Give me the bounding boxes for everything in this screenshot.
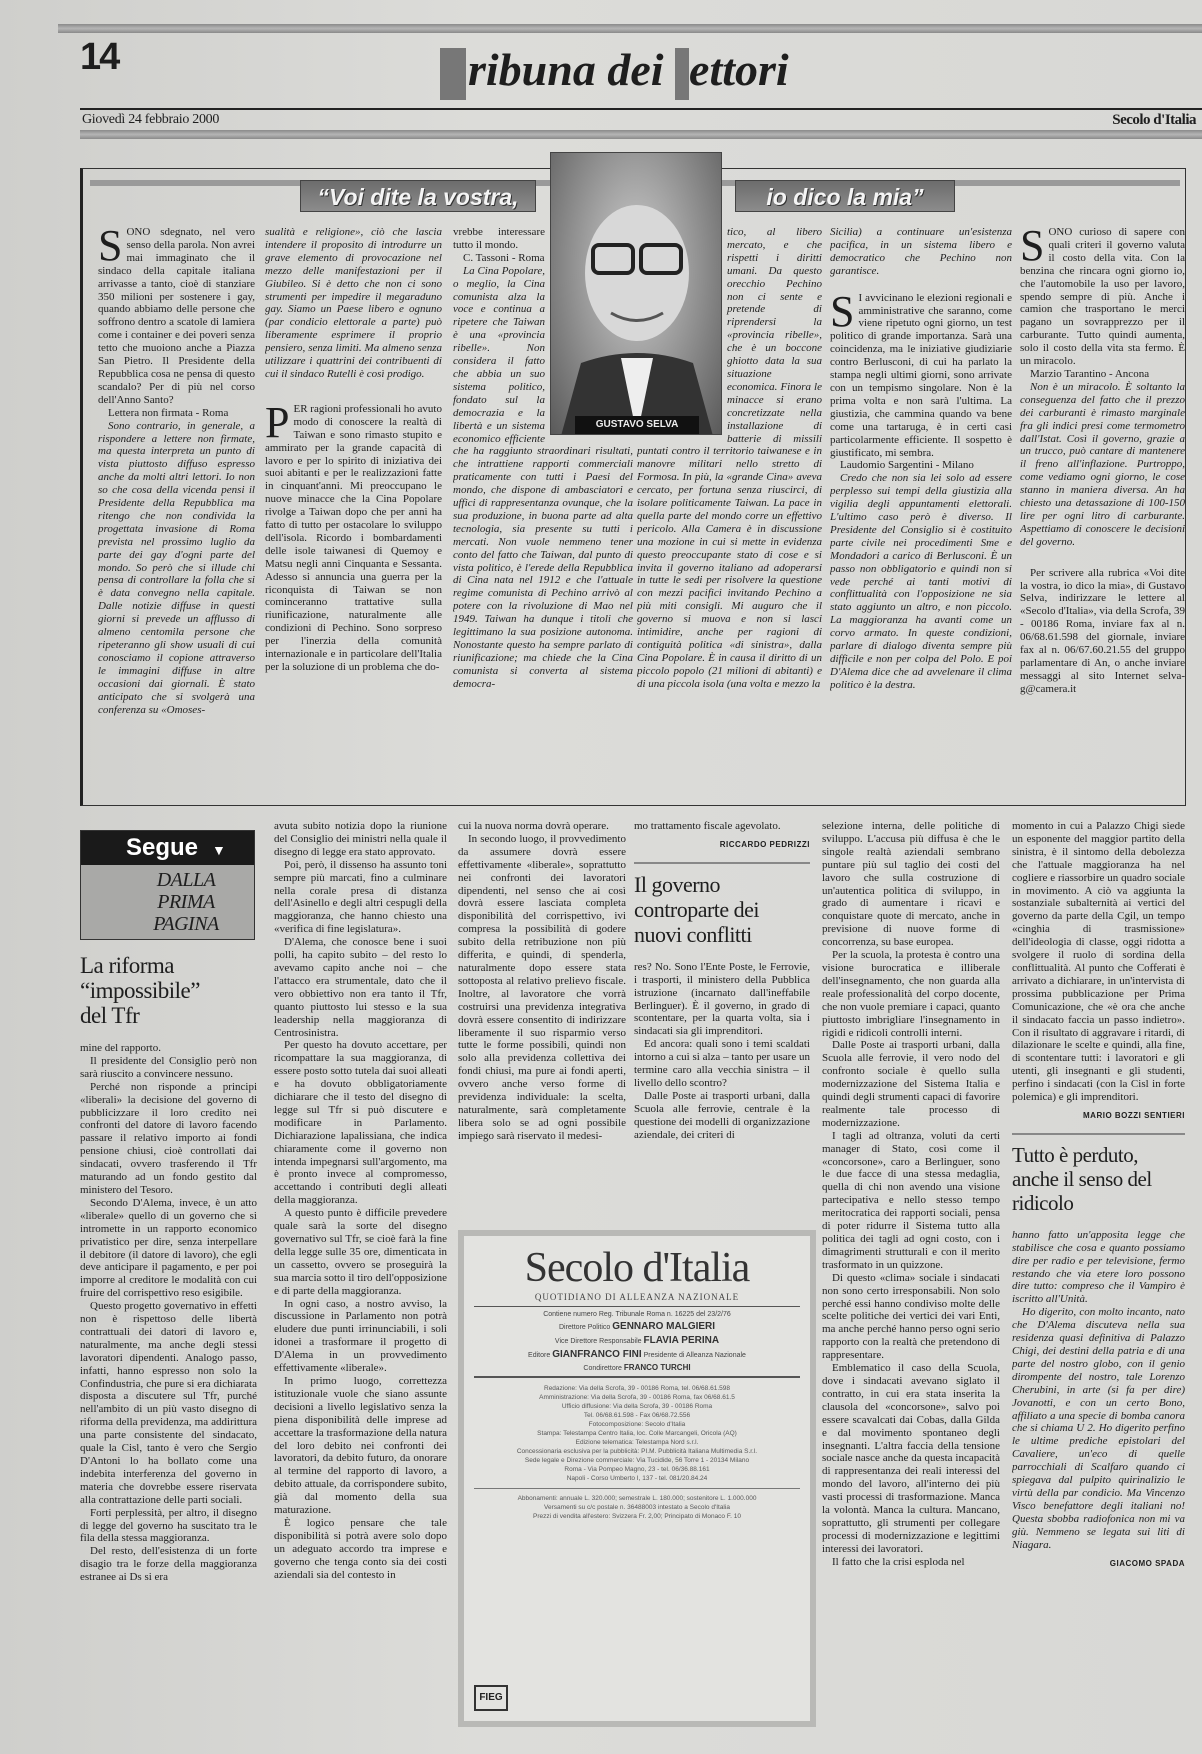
article-text: Dalle Poste ai trasporti urbani, dalla Scuola alle ferrovie, il vero nodo del confronto sociale è quello sulla modernizzazione del Sistema Italia e quindi degli strumenti capaci di favorire realmente tale processo di modernizzazione. <box>822 1039 1000 1129</box>
section-title <box>440 40 840 100</box>
letter-signature: Laudomio Sargentini - Milano <box>840 459 974 472</box>
article-text: res? No. Sono l'Ente Poste, le Ferrovie, i trasporti, il ministero della Pubblica istruzione (incarnato dall'ineffabile Berlinguer). È il governo, in grado di scontentare, per la quarta volta, sia i sindacati sia gli imprenditori. <box>634 960 810 1038</box>
article-text: Perché non risponde a principi «liberali» la decisione del governo di pubblicizzare il loro credito nei confronti del datore di lavoro facendo passare il relativo importo ai fondi pensione chiusi, cioè controllati dai sindacati, ovvero trasferendo il Tfr maturando ad un fondo gestito dal ministero del Tesoro. <box>80 1080 257 1196</box>
reply-text: Sicilia) a continuare un'esistenza pacifica, in un sistema libero e democratico che Pechino non garantisce. <box>830 226 1012 277</box>
article-text: Ed ancora: quali sono i temi scaldati intorno a cui si alza – tanto per usare un termine caro alla vecchia sinistra – il livello dello scontro? <box>634 1038 810 1089</box>
letter-text: ONO sdegnato, nel vero senso della parola. Non avrei mai immaginato che il sindaco della capitale italiana arrivasse a tanto, cioè di stanziare 350 milioni per sostenere i gay, quando abbiamo delle persone che soffrono dentro a scatole di lamiera come i container e dei poveri senza tetto che muoiono anche a Piazza San Pietro. Il Presidente della Repubblica cosa ne pensa di questo scandalo? Per di più nel corso dell'Anno Santo? <box>98 226 255 406</box>
drop-cap: S <box>830 286 855 336</box>
drop-cap: S <box>1020 226 1045 270</box>
article-text: È logico pensare che tale disponibilità si potrà avere solo dopo un adeguato accordo tra imprese e governo che tenga conto sia dei costi aziendali sia del contesto in <box>274 1516 447 1581</box>
reply-text: Non è un miracolo. È soltanto la conseguenza del fatto che il prezzo dei carburanti è rimasto marginale fra gli indici presi come termometro dall'Istat. Così il governo, grazie a un trucco, può cantare di mantenere il freno all'inflazione. Purtroppo, come vediamo ogni giorno, le cose stanno in maniera diversa. An ha chiesto una detassazione di 100-150 lire per ogni litro di carburante. Aspettiamo di conoscere le decisioni del governo. <box>1020 380 1185 548</box>
article-text: mo trattamento fiscale agevolato. <box>634 820 781 832</box>
reply-text: sualità e religione», ciò che lascia intendere il proposito di introdurre un grave elemento di provocazione nel mezzo delle manifestazioni per il Giubileo. Si è detto che non ci sono strumenti per impedire il megaraduno gay. Siamo un Paese libero e ognuno (par condicio elettorale a parte) può liberamente esprimere il proprio pensiero, senza limiti. Ma almeno senza utilizzare i quattrini dei contribuenti di cui il sindaco Rutelli è così prodigo. <box>265 226 442 380</box>
header-band <box>80 130 1202 139</box>
reply-text: tico, al libero mercato, e che rispetti i diritti umani. Da questo orecchio Pechino non ci sente e pretende di riprendersi la «provincia ribelle», che è un boccone ghiotto data la sua situazione economica. Finora le minacce si erano concretizzate nella installazione di batterie di missili puntati contro il territorio taiwanese e in manovre militari nello stretto di Formosa. In più, la «grande Cina» aveva cercato, per fortuna senza riuscirci, di isolare politicamente Taiwan. La pace in quella parte del mondo corre un effettivo pericolo. Alla Camera è in discussione una mozione in cui si mette in evidenza questo preoccupante stato di cose e si invita il governo italiano ad adoperarsi in tutte le sedi per risolvere la questione con mezzi pacifici invitando Pechino a più miti consigli. Mi auguro che il governo si muova e non si lasci intimidire, anche per ragioni di contiguità politica «di sinistra», dalla Cina Popolare. È in causa il diritto di un piccolo popolo (21 milioni di abitanti) e di una piccola isola (una volta e mezzo la <box>637 226 822 690</box>
fine-line: Amministrazione: Via della Scrofa, 39 - 00186 Roma, fax 06/68.61.5 <box>539 1394 735 1401</box>
divider <box>474 1306 800 1307</box>
conflitti-column-2 <box>822 820 1000 1750</box>
fine-line: Stampa: Telestampa Centro Italia, loc. Colle Marcangeli, Oricola (AQ) <box>537 1430 737 1437</box>
divider <box>634 862 810 864</box>
condirector-name: FRANCO TURCHI <box>623 1363 691 1372</box>
label: Editore <box>528 1352 551 1359</box>
letter-signature: Marzio Tarantino - Ancona <box>1030 367 1150 380</box>
label: Presidente di Alleanza Nazionale <box>643 1352 746 1359</box>
article-text: momento in cui a Palazzo Chigi siede un esponente del maggior partito della sinistra, è il sintomo della debolezza che l'attuale maggioranza ha nel cogliere e riassorbire un quadro sociale in movimento. A ciò va aggiunta la sostanziale subalternità ai vertici del governo da parte della Cgil, un tempo «cinghia di trasmissione» dell'ideologia di classe, oggi ridotta a svolgere il ruolo di sordina della conflittualità. Al punto che Cofferati è arrivato a dichiarare, in un'intervista di prossima pubblicazione per Prima Comunicazione, che «è ora che anche il sindacato faccia un passo indietro». Con il risultato di aggravare i ritardi, di dilazionare le scelte e quindi, alla fine, di scontentare tutti: i lavoratori e gli utenti, gli insegnanti e gli studenti, perfino i sindacati (con la Cisl in forte polemica) e gli imprenditori. <box>1012 820 1185 1104</box>
fine-line: Prezzi di vendita all'estero: Svizzera Fr. 2,00; Principato di Monaco F. 10 <box>533 1513 741 1520</box>
fine-line: Redazione: Via della Scrofa, 39 - 00186 Roma, tel. 06/68.61.598 <box>544 1385 730 1392</box>
article-text: In secondo luogo, il provvedimento da assumere dovrà essere effettivamente «liberale», soprattutto nei confronti dei lavoratori dipendenti, nel senso che ai così dovrà essere lasciata completa disponibilità del corrispettivo, ivi compresa la possibilità di godere subito della retribuzione non più differita, e quindi, di spenderla, naturalmente dopo essere stata sottoposta al relativo prelievo fiscale. Inoltre, al lavoratore che vorrà costruirsi una previdenza integrativa dovrà essere consentito di indirizzare liberamente il suo risparmio verso tutte le forme possibili, quindi non solo alla previdenza collettiva dei fondi chiusi, ma pure ai fondi aperti, ovvero anche verso forme di previdenza individuale: la scelta, naturalmente, sarà completamente libera solo se ad ogni possibile impiego sarà riservato il medesi- <box>458 832 626 1142</box>
letter-text: I avvicinano le elezioni regionali e amministrative che saranno, come viene ripetuto ogni giorno, un test politico di grande importanza. Sarà una coincidenza, ma le iniziative giudiziarie contro Berlusconi, di cui ha parlato la stampa negli ultimi giorni, sono arrivate con un tempismo singolare. Non è la prima volta e non sarà l'ultima. La giustizia, che cammina quando va bene come una tartaruga, è in certi casi particolarmente efficiente. Il sospetto è giustificato, mi sembra. <box>830 291 1012 459</box>
issue-date: Giovedì 24 febbraio 2000 <box>82 112 220 127</box>
fine-line: Tel. 06/68.61.598 - Fax 06/68.72.556 <box>583 1412 691 1419</box>
fine-line: Roma - Via Pompeo Magno, 23 - tel. 06/36.88.161 <box>564 1466 710 1473</box>
letter-signature: C. Tassoni - Roma <box>463 251 545 264</box>
masthead-subtitle: QUOTIDIANO DI ALLEANZA NAZIONALE <box>534 1292 740 1302</box>
article-text: Il presidente del Consiglio però non sarà riuscito a convincere nessuno. <box>80 1054 257 1080</box>
segue-subtitle: DALLA PRIMA PAGINA <box>153 869 219 935</box>
tfr-headline: La riforma “impossibile” del Tfr <box>80 953 200 1028</box>
article-text: mine del rapporto. <box>80 1042 161 1054</box>
page-number: 14 <box>80 36 119 78</box>
fine-line: Concessionaria esclusiva per la pubblicità: PI.M. Pubblicità Italiana Multimedia S.r.l. <box>516 1448 758 1455</box>
headline-right: io dico la mia” <box>735 180 955 212</box>
letters-column-2 <box>265 226 442 801</box>
tfr-column-2 <box>274 820 447 1750</box>
masthead-title: Secolo d'Italia <box>524 1245 750 1291</box>
article-text: cui la nuova norma dovrà operare. <box>458 820 609 832</box>
header-rule <box>80 108 1202 110</box>
article-text: A questo punto è difficile prevedere quale sarà la sorte del disegno governativo sul Tfr, se cioè farà la fine della legge sulle 35 ore, dimenticata in un cassetto, ovvero se proseguirà la sua marcia sotto il tiro dell'opposizione e di parte della maggioranza. <box>274 1207 447 1297</box>
title-text: ribuna dei <box>468 44 676 95</box>
article-text: Il fatto che la crisi esploda nel <box>832 1555 965 1568</box>
byline: GIACOMO SPADA <box>1109 1558 1185 1568</box>
byline: RICCARDO PEDRIZZI <box>719 839 810 849</box>
article-text: Poi, però, il dissenso ha assunto toni sempre più marcati, fino a culminare nella corale presa di distanza dell'Asinello e degli altri cespugli della maggioranza, che hanno chiesto una «verifica di fine legislatura». <box>274 858 447 936</box>
editor-name: GIANFRANCO FINI <box>552 1349 642 1360</box>
fine-line: Abbonamenti: annuale L. 320.000; semestrale L. 180.000; sostenitore L. 1.000.000 <box>517 1495 757 1502</box>
fieg-logo: FIEG <box>474 1685 508 1711</box>
letters-column-3 <box>453 226 633 801</box>
director-name: GENNARO MALGIERI <box>612 1321 716 1332</box>
article-text: hanno fatto un'apposita legge che stabilisce che cosa e quanto possiamo dire per radio e per televisione, fermo restando che via etere loro possono dire tutto: compreso che il Vampiro è iscritto all'Unità. <box>1012 1228 1185 1306</box>
masthead-fine-print <box>474 1384 800 1521</box>
article-text: Emblematico il caso della Scuola, dove i sindacati avevano siglato il contratto, in cui era stata inserita la clausola del «concorsone», salvo poi essere scavalcati dai Cobas, dalla Gilda e dal movimento spontaneo degli insegnanti. L'altra faccia della tensione sociale nasce anche da questa incapacità di rappresentanza dei reali interessi del mondo del lavoro, all'interno dei più vasti processi di trasformazione. Manca la volontà. Manca la cultura. Mancano, soprattutto, gli strumenti per collegare processi di modernizzazione e legittimi interessi dei lavoratori. <box>822 1362 1000 1555</box>
tfr-column-3 <box>458 820 626 1220</box>
label: Direttore Politico <box>558 1324 611 1331</box>
article-text: D'Alema, che conosce bene i suoi polli, ha capito subito – del resto lo avevamo capito anche noi – che l'attacco era strumentale, dato che il vero obbiettivo non era tanto il Tfr, quanto piuttosto lui stesso e la sua leadership nella maggioranza di Centrosinistra. <box>274 936 447 1039</box>
vice-director-name: FLAVIA PERINA <box>643 1335 720 1346</box>
fine-line: Ufficio diffusione: Via della Scrofa, 39 - 00186 Roma <box>561 1403 713 1410</box>
photo-caption: GUSTAVO SELVA <box>575 416 699 434</box>
letters-column-1 <box>98 226 255 801</box>
article-text: Secondo D'Alema, invece, è un atto «liberale» quello di un governo che si intromette in un rapporto economico privatistico per dire, senza interpellare il debitore (il datore di lavoro), che egli deve anticipare il pagamento, e per poi imporre al creditore le modalità con cui fruire del corrispettivo reso esigibile. <box>80 1196 257 1300</box>
title-text-end: ettori <box>689 44 789 95</box>
letter-text: vrebbe interessare tutto il mondo. <box>453 226 545 251</box>
segue-box <box>80 830 255 940</box>
fine-line: Sede legale e Direzione commerciale: Via Tucidide, 56 Torre 1 - 20134 Milano <box>524 1457 750 1464</box>
divider <box>1012 1133 1185 1135</box>
letters-column-6 <box>1020 226 1185 801</box>
article-text: Questo progetto governativo in effetti non è rispettoso delle libertà contrattuali dei datori di lavoro e, naturalmente, ma anche degli stessi lavoratori dipendenti. Analogo passo, infatti, hanno espresso non solo la Confindustria, che pure si era dichiarata disposta a discutere sul Tfr, purché nell'ambito di un più vasto disegno di riforma della previdenza, ma addirittura una parte consistente del sindacato, quale la Cisl, tanto è vero che Sergio D'Antoni lo ha bollato come una indebita interferenza del governo in materia che dovrebbe essere riservata alla contrattazione delle parti sociali. <box>80 1300 257 1506</box>
letter-text: ONO curioso di sapere con quali criteri il governo valuta il costo della vita. Con la benzina che rincara ogni giorno io, che l'automobile la uso per lavoro, spendo sempre di più. Anche i camion che trasportano le merci pagano un sovrapprezzo per il carburante. Tutto quindi aumenta, solo il costo della vita sta fermo. È un miracolo. <box>1020 226 1185 368</box>
byline: MARIO BOZZI SENTIERI <box>1083 1110 1185 1120</box>
letter-signature: Lettera non firmata - Roma <box>108 406 229 419</box>
headline-left: “Voi dite la vostra, <box>300 180 536 212</box>
conflitti-column-3 <box>1012 820 1185 1750</box>
fine-line: Fotocomposizione: Secolo d'Italia <box>588 1421 686 1428</box>
article-text: avuta subito notizia dopo la riunione del Consiglio dei ministri nella quale il disegno di legge era stato approvato. <box>274 820 447 858</box>
ridicolo-headline: Tutto è perduto, anche il senso del ridicolo <box>1012 1142 1152 1215</box>
article-text: In ogni caso, a nostro avviso, la discussione in Parlamento non potrà eludere due punti irrinunciabili, i soli idonei a trasformare il progetto di D'Alema in un provvedimento effettivamente «liberale». <box>274 1297 447 1375</box>
article-text: Per la scuola, la protesta è contro una visione burocratica e illiberale dell'insegnamento, che non guarda alla reale professionalità del corpo docente, che non vuole premiare i capaci, quanto piuttosto imbrigliare l'insegnamento in rigidi e ridicoli controlli interni. <box>822 949 1000 1039</box>
segue-label <box>81 831 254 865</box>
reply-text: La Cina Popolare, o meglio, la Cina comunista alza la voce e continua a ripetere che Taiwan è una «provincia ribelle». Non considera il fatto che abbia un suo sistema politico, fondato sul la democrazia e la libertà e un sistema economico efficiente che ha raggiunto straordinari risultati, che intrattiene rapporti commerciali praticamente con tutti i Paesi del mondo, che dispone di ambasciatori e uffici di rappresentanza ovunque, che la sua produzione, in buona parte ad alta tecnologia, sia presente su tutti i mercati. Non vuole nemmeno tener conto del fatto che Taiwan, dal punto di vista politico, è l'erede della Repubblica di Cina nata nel 1912 e che l'attuale regime comunista di Pechino arrivò al potere con la rivoluzione di Mao nel 1949. Taiwan ha dunque i titoli che legittimano la sua posizione autonoma. Nonostante questo ha sempre parlato di riunificazione; ma chiede che la Cina comunista si converta al sistema democra- <box>453 264 633 690</box>
fine-line: Versamenti su c/c postale n. 36488003 intestato a Secolo d'Italia <box>544 1504 730 1511</box>
article-text: Di questo «clima» sociale i sindacati non sono certo irresponsabili. Non solo perché essi hanno condiviso molte delle scelte politiche dei vertici dei vari Enti, ma anche perché hanno perso ogni serio rapporto con la realtà che pretendono di rappresentare. <box>822 1271 1000 1362</box>
article-text: Dalle Poste ai trasporti urbani, dalla Scuola alle ferrovie, centrale è la questione dei modelli di organizzazione aziendale, dei criteri di <box>634 1089 810 1141</box>
governo-headline: Il governo controparte dei nuovi conflitti <box>634 871 760 947</box>
tfr-column-1 <box>80 945 257 1750</box>
label: Condirettore <box>583 1365 622 1372</box>
drop-cap: P <box>265 397 290 447</box>
paper-name: Secolo d'Italia <box>1112 112 1196 128</box>
article-text: Forti perplessità, per altro, il disegno di legge del governo ha suscitato tra le fila della stessa maggioranza. <box>80 1506 257 1545</box>
article-text: In primo luogo, correttezza istituzionale vuole che siano assunte decisioni a livello legislativo senza la piena disponibilità delle imprese ad accettare la trasformazione della natura del loro debito nei confronti dei lavoratori, da debito futuro, da onorare al termine del rapporto di lavoro, a debito attuale, da corrispondere subito, già dal momento della sua maturazione. <box>274 1374 447 1517</box>
letters-column-4 <box>637 226 822 801</box>
article-text: I tagli ad oltranza, voluti da certi manager di Stato, così come il «concorsone», caro a Berlinguer, sono le due facce di una stessa medaglia, quella di chi non avendo una visione partecipativa e nello stesso tempo meritocratica dei rapporti sociali, pensa di poter ridurre il Sistema tutto alla politica dei tagli ad ogni costo, con i dimagrimenti strutturali e con il merito trasformato in un quizzone. <box>822 1129 1000 1271</box>
registration: Contiene numero Reg. Tribunale Roma n. 16225 del 23/2/76 <box>543 1311 731 1318</box>
article-text: selezione interna, delle politiche di sviluppo. L'accusa più diffusa è che le singole realtà aziendali sembrano puntare più sul taglio dei costi del lavoro che sulla costruzione di un'autentica politica di sviluppo, in grado di aumentare i ricavi e conquistare quote di mercato, anche in previsione di nuove forme di concorrenza, su base europea. <box>822 820 1000 949</box>
article-text: Ho digerito, con molto incanto, nato che D'Alema discuteva nella sua residenza quasi definitiva di Palazzo Chigi, dei destini della patria e di una parte del nostro globo, con il genio dirompente del nostro, tale Lorenzo Cherubini, in arte (si fa per dire) Jovanotti, e con un certo Bono, affiliato a una specie di bomba canora che si chiama U 2. Ho digerito perfino le ultime prediche epistolari del Cavaliere, un'eco di quelle parrocchiali di Scalfaro quando ci spiegava dal pulpito quirinalizio le virtù della par condicio. Ma Vincenzo Visco benefattore degli italiani no! Questa sbobba radiofonica non mi va giù. Nemmeno se legata sui liti di Niagara. <box>1012 1306 1185 1551</box>
contact-info: Per scrivere alla rubrica «Voi dite la vostra, io dico la mia», di Gustavo Selva, indirizzare le lettere al «Secolo d'Italia», via della Scrofa, 39 - 00186 Roma, inviare fax al n. 06/68.61.598 del giornale, inviare fax al n. 06/67.60.21.55 del gruppo parlamentare di An, o anche inviare messaggi al sito Internet selva-g@camera.it <box>1020 566 1185 695</box>
fine-line: Edizione telematica: Telestampa Nord s.r.l. <box>575 1439 699 1446</box>
triangle-down-icon: ▼ <box>212 842 226 858</box>
reply-text: Sono contrario, in generale, a rispondere a lettere non firmate, ma questa interpreta un punto di vista piuttosto diffuso espresso anche da molti altri lettori. Io non so che cosa della vicenda pensi il Presidente della Repubblica ma ritengo che non condivida la progettata invasione di Roma prevista nel prossimo luglio da parte dei gay d'ogni parte del mondo. So però che si illude chi pensa di controllare la folla che si è data convegno nella capitale. Dalle notizie diffuse in questi giorni si prevede un afflusso di almeno centomila persone che ripeteranno gli show usuali di cui conosciamo il copione attraverso le immagini diffuse in altre occasioni dai giornali. È stato anticipato che si svolgerà una conferenza su «Omoses- <box>98 419 255 716</box>
drop-cap: S <box>98 226 123 270</box>
masthead-box <box>458 1230 816 1727</box>
conflitti-column-1 <box>634 820 810 1220</box>
title-initial-t <box>440 48 466 100</box>
divider <box>474 1376 800 1378</box>
article-text: Del resto, dell'esistenza di un forte disagio tra le forze della maggioranza estranee ai Ds si era <box>80 1545 257 1584</box>
reply-text: Credo che non sia lei solo ad essere perplesso sui tempi della giustizia alla vigilia degli appuntamenti elettorali. L'ultimo caso però è diverso. Il Presidente del Consiglio si è costituito parte civile nei procedimenti Sme e Mondadori a carico di Berlusconi. È un passo non obbligatorio e quindi non si vede perché ai tanti motivi di conflittualità con l'opposizione ne sia stato aggiunto un altro, e non piccolo. La maggioranza ha avanti come un corvo armato. In queste condizioni, parlare di dialogo diventa sempre più difficile e non per colpa del Polo. E poi D'Alema dice che ad avvelenare il clima politico è la destra. <box>830 472 1012 691</box>
title-initial-l <box>675 48 689 100</box>
segue-text: Segue <box>126 834 199 861</box>
article-text: Per questo ha dovuto accettare, per ricompattare la sua maggioranza, di essere posto sotto tutela dai suoi alleati e ha dovuto obbligatoriamente dichiarare che il testo del disegno di legge sul Tfr si può discutere e modificare in Parlamento. Dichiarazione lapalissiana, che indica chiaramente come il governo non intenda impegnarsi sull'argomento, ma è pronto invece al compromesso, accettando i contributi degli alleati della maggioranza. <box>274 1039 447 1207</box>
label: Vice Direttore Responsabile <box>554 1338 642 1345</box>
fine-line: Napoli - Corso Umberto I, 137 - tel. 081/20.84.24 <box>566 1475 708 1482</box>
letter-text: ER ragioni professionali ho avuto modo di conoscere la realtà di Taiwan e sono rimasto stupito e ammirato per la grande capacità di lavoro e per lo spirito di iniziativa dei suoi abitanti e per le realizzazioni fatte in cinquant'anni. Mi preoccupano le nuove minacce che la Cina Popolare rivolge a Taiwan dopo che per anni ha fatto di tutto per ostacolare lo sviluppo dell'isola. Ricordo i bombardamenti delle isole taiwanesi di Quemoy e Matsu negli anni Cinquanta e Sessanta. Adesso si annuncia una guerra per la riconquista di Taiwan se non cominceranno trattative sulla riunificazione, naturalmente alle condizioni di Pechino. Sono sorpreso per l'inerzia della comunità internazionale e in particolare dell'Italia per la soluzione di un problema che do- <box>265 402 442 673</box>
top-rule <box>58 24 1202 33</box>
letters-column-5 <box>830 226 1012 801</box>
